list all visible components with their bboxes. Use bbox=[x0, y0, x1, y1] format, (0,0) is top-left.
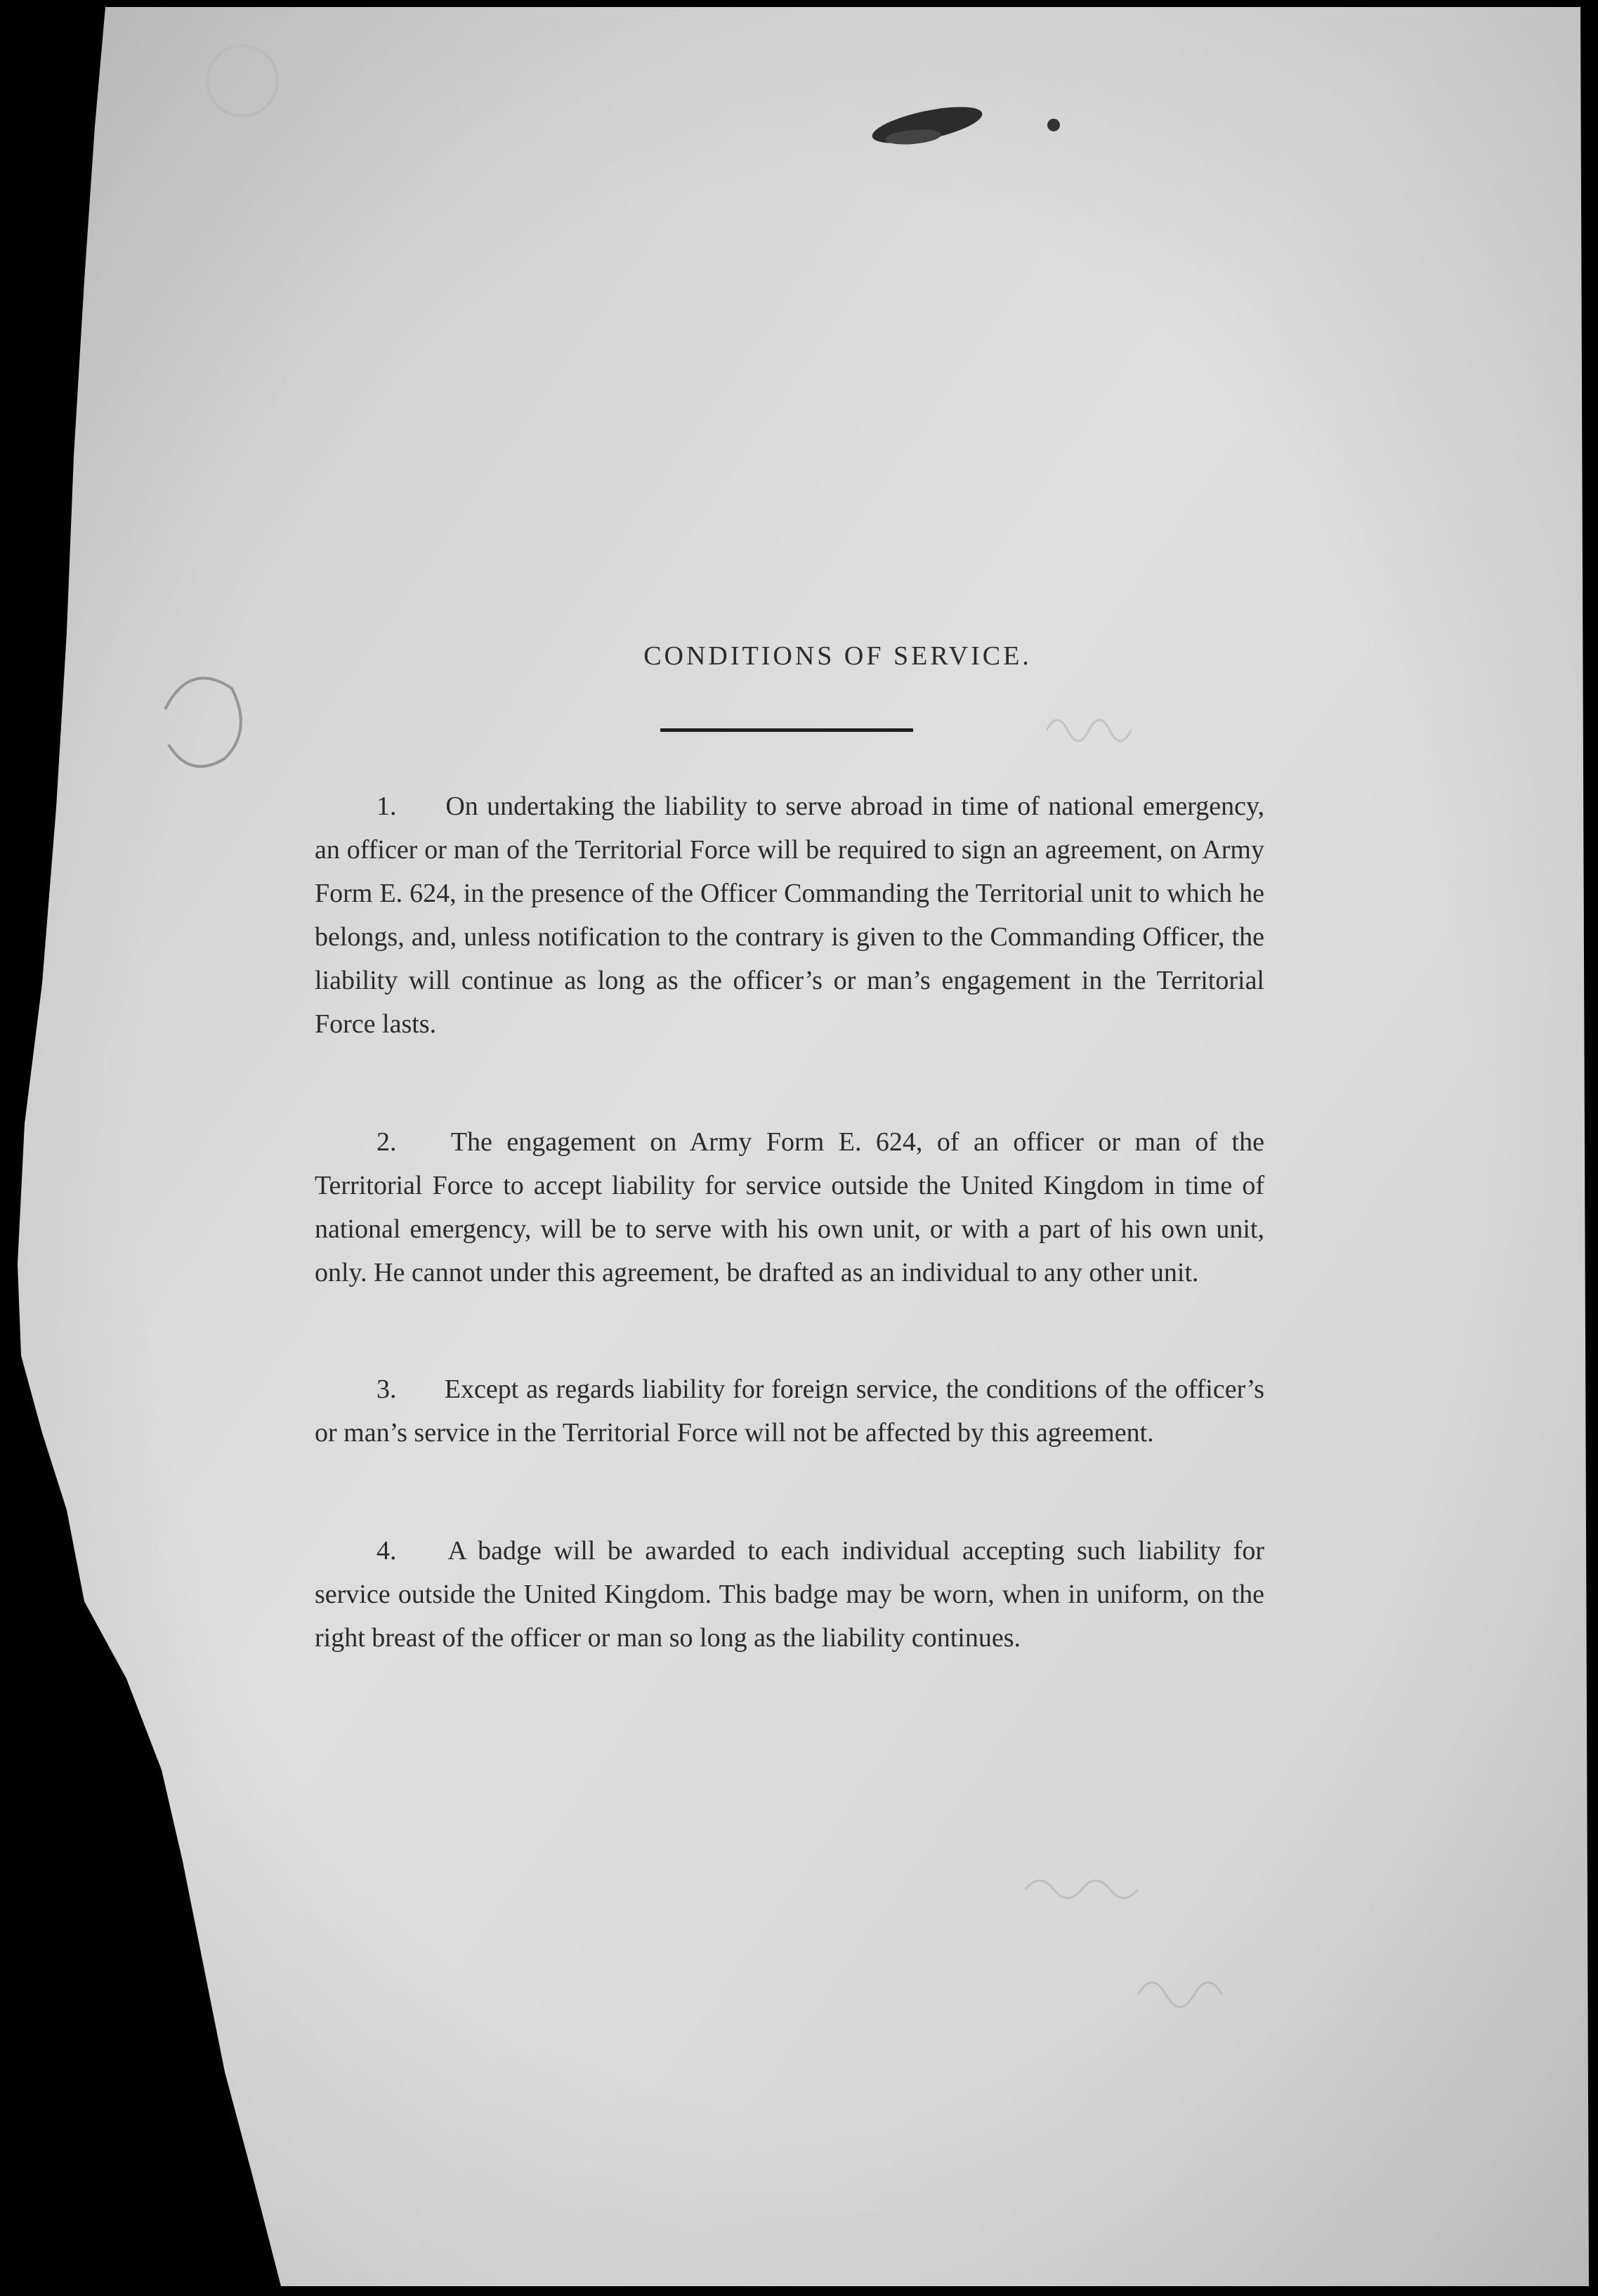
clause-number: 3. bbox=[376, 1375, 397, 1404]
page-title: CONDITIONS OF SERVICE. bbox=[643, 641, 1032, 671]
clause-4 bbox=[315, 1529, 1264, 1660]
clause-number: 4. bbox=[376, 1536, 397, 1566]
clause-text: Except as regards liability for foreign service, the conditions of the officer’s or man’s service in the Territorial Force will not be affected by this agreement. bbox=[315, 1375, 1264, 1448]
clause-number: 1. bbox=[376, 792, 397, 821]
clause-text: The engagement on Army Form E. 624, of an officer or man of the Territorial Force to accept liability for service outside the United Kingdom in time of national emergency, will be to serve with his own unit, or with a part of his own unit, only. He cannot under this agreement, be drafted as an individual to any other unit. bbox=[315, 1127, 1264, 1287]
clause-text: On undertaking the liability to serve abroad in time of national emergency, an officer or man of the Territorial Force will be required to sign an agreement, on Army Form E. 624, in the presence of the Officer Commanding the Territorial unit to which he belongs, and, unless notification to the contrary is given to the Commanding Officer, the liability will continue as long as the officer’s or man’s engagement in the Territorial Force lasts. bbox=[315, 792, 1264, 1039]
title-underline bbox=[660, 728, 913, 732]
clause-text: A badge will be awarded to each individual accepting such liability for service outside the United Kingdom. This badge may be worn, when in uniform, on the right breast of the officer or man so long as the liability continues. bbox=[315, 1536, 1265, 1653]
clause-number: 2. bbox=[376, 1127, 397, 1157]
clause-2 bbox=[315, 1120, 1264, 1294]
clause-3 bbox=[315, 1367, 1264, 1455]
clause-1 bbox=[315, 785, 1264, 1046]
